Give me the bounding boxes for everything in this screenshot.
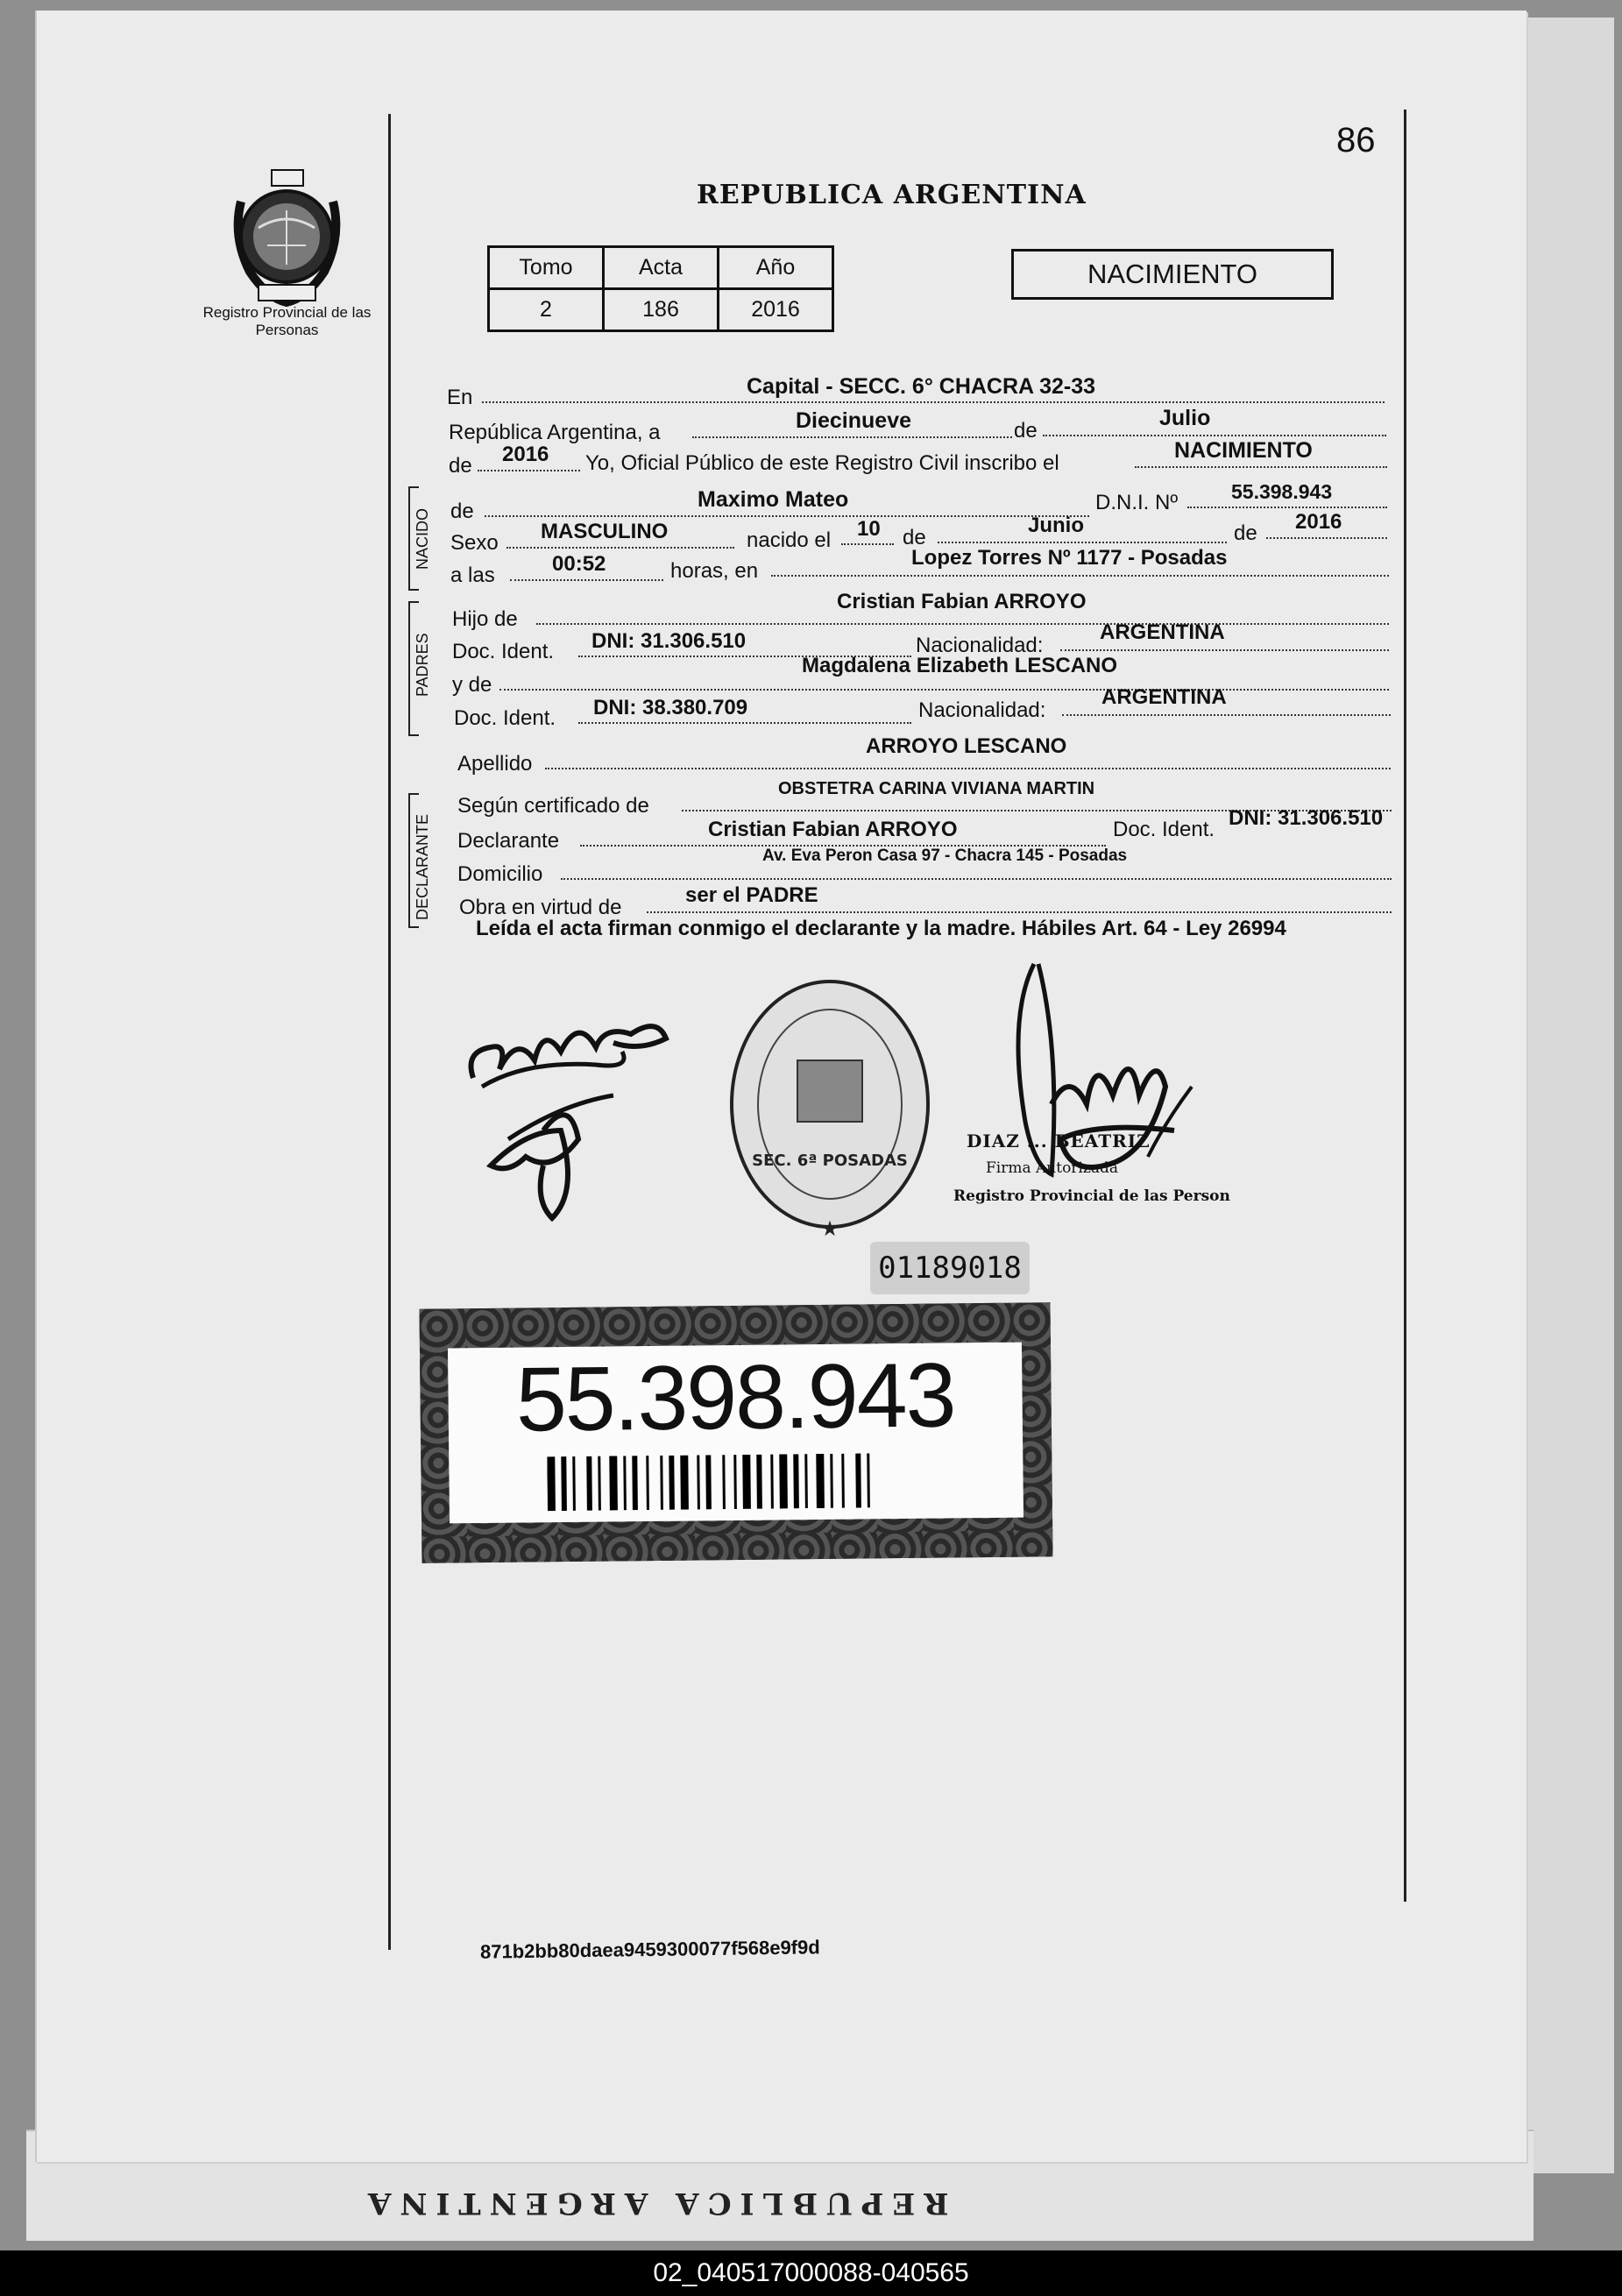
a-las-label: a las (450, 563, 495, 587)
sexo-label: Sexo (450, 531, 499, 555)
barcode-bar (572, 1456, 576, 1511)
declarante-signature (456, 999, 684, 1236)
barcode-bar (586, 1456, 592, 1511)
registry-value-tomo: 2 (489, 289, 604, 331)
month-dots (1043, 435, 1386, 436)
registry-table-header-row (489, 247, 833, 289)
de-label-2: de (903, 526, 926, 549)
republica-label: República Argentina, a (449, 421, 661, 444)
registry-table-value-row (489, 289, 833, 331)
certificate-value: OBSTETRA CARINA VIVIANA MARTIN (778, 779, 1095, 798)
registry-header-tomo: Tomo (489, 247, 604, 289)
registry-table (487, 245, 834, 332)
closing-text: Leída el acta firman conmigo el declarante y la madre. Hábiles Art. 64 - Ley 26994 (476, 917, 1286, 940)
province-logo (223, 167, 351, 307)
dni-label: D.N.I. Nº (1095, 491, 1179, 514)
barcode-bar (632, 1456, 638, 1510)
day-dots (692, 436, 1012, 438)
birth-time-dots (510, 579, 663, 581)
oficial-text: Yo, Oficial Público de este Registro Civil inscribo el (585, 451, 1059, 475)
right-margin-rule (1404, 110, 1406, 1902)
en-dots (482, 401, 1385, 403)
registry-header-acta: Acta (604, 247, 719, 289)
birth-day-dots (841, 543, 894, 545)
father-name: Cristian Fabian ARROYO (837, 590, 1087, 613)
barcode-bar (770, 1455, 774, 1509)
document-hash: 871b2bb80daea9459300077f568e9f9d (479, 1936, 820, 1963)
barcode-icon (547, 1453, 926, 1512)
nacido-side-label: NACIDO (414, 507, 431, 570)
apellido-label: Apellido (457, 752, 533, 776)
sexo-value: MASCULINO (541, 520, 669, 543)
barcode-bar (779, 1454, 788, 1508)
barcode-bar (804, 1454, 808, 1508)
barcode-bar (867, 1453, 870, 1507)
barcode-bar (830, 1454, 833, 1508)
barcode-bar (816, 1454, 825, 1508)
segun-label: Según certificado de (457, 794, 649, 818)
stamp-center-text: SEC. 6ª POSADAS (752, 1152, 908, 1170)
barcode-bar (855, 1454, 861, 1508)
mother-doc-label: Doc. Ident. (454, 706, 556, 730)
barcode-bar (609, 1456, 618, 1510)
father-nationality-dots (1060, 649, 1389, 651)
barcode-bar (742, 1455, 751, 1509)
mother-name: Magdalena Elizabeth LESCANO (802, 654, 1118, 677)
birth-year-dots (1266, 537, 1387, 539)
obra-label: Obra en virtud de (459, 896, 622, 919)
horas-label: horas, en (670, 559, 759, 583)
name-dots (485, 515, 1089, 517)
father-nationality: ARGENTINA (1100, 620, 1225, 644)
birth-place: Lopez Torres Nº 1177 - Posadas (911, 546, 1228, 570)
barcode-bar (680, 1456, 689, 1510)
padres-side-label: PADRES (414, 633, 431, 697)
official-office: Registro Provincial de las Person (953, 1187, 1230, 1205)
year-value: 2016 (502, 443, 549, 466)
serial-number: 01189018 (870, 1242, 1030, 1294)
sexo-dots (506, 547, 734, 549)
sticker-number: 55.398.943 (515, 1344, 955, 1451)
declarante-doc-label: Doc. Ident. (1113, 818, 1215, 841)
barcode-bar (547, 1456, 556, 1511)
act-type-box: NACIMIENTO (1011, 249, 1334, 300)
declarante-label: Declarante (457, 829, 560, 853)
registry-value-acta: 186 (604, 289, 719, 331)
registry-header-ano: Año (719, 247, 833, 289)
left-margin-rule (388, 114, 391, 1950)
birth-time: 00:52 (552, 552, 606, 576)
official-name: DIAZ ... BEATRIZ (967, 1130, 1151, 1152)
en-value: Capital - SECC. 6° CHACRA 32-33 (747, 374, 1096, 399)
father-doc-label: Doc. Ident. (452, 640, 555, 663)
mother-doc-dots (578, 722, 911, 724)
day-word: Diecinueve (796, 408, 912, 433)
barcode-bar (697, 1455, 700, 1509)
apellido-dots (545, 768, 1391, 769)
apellido-value: ARROYO LESCANO (866, 734, 1067, 758)
mother-nationality: ARGENTINA (1101, 685, 1227, 709)
document-title: REPUBLICA ARGENTINA (697, 180, 1087, 210)
barcode-bar (722, 1455, 726, 1509)
barcode-sticker (420, 1302, 1053, 1563)
month-word: Julio (1159, 406, 1211, 430)
declarante-doc: DNI: 31.306.510 (1229, 806, 1384, 830)
sticker-label (448, 1343, 1023, 1524)
birth-day: 10 (857, 517, 881, 541)
barcode-bar (756, 1455, 762, 1509)
mother-nationality-dots (1062, 714, 1391, 716)
year-dots (478, 470, 580, 471)
en-label: En (447, 386, 473, 409)
barcode-bar (598, 1456, 601, 1511)
father-doc: DNI: 31.306.510 (591, 629, 747, 653)
de-label-3: de (1234, 521, 1257, 545)
inscribe-dots (1135, 466, 1387, 468)
footer-id: 02_040517000088-040565 (0, 2250, 1622, 2296)
svg-text:★: ★ (820, 1217, 839, 1241)
hijo-de-label: Hijo de (452, 607, 518, 631)
seal-icon (223, 167, 351, 307)
mother-doc: DNI: 38.380.709 (593, 696, 748, 719)
dni-dots (1187, 507, 1387, 508)
barcode-bar (660, 1456, 663, 1510)
mirrored-back-title-text: REPUBLICA ARGENTINA (359, 2186, 949, 2221)
barcode-bar (646, 1456, 649, 1510)
official-role: Firma Autorizada (986, 1159, 1118, 1177)
barcode-bar (733, 1455, 737, 1509)
birth-place-dots (771, 575, 1389, 577)
year-prefix: de (449, 454, 472, 478)
father-nationality-label: Nacionalidad: (916, 634, 1044, 657)
barcode-bar (561, 1456, 567, 1511)
domicilio-value: Av. Eva Peron Casa 97 - Chacra 145 - Posadas (762, 847, 1128, 865)
name-label: de (450, 500, 474, 523)
birth-month: Junio (1028, 514, 1084, 537)
barcode-bar (793, 1454, 799, 1508)
mother-nationality-label: Nacionalidad: (918, 698, 1046, 722)
inscribe-value: NACIMIENTO (1174, 438, 1313, 463)
declarante-side-label: DECLARANTE (414, 813, 431, 920)
obra-value: ser el PADRE (685, 883, 818, 907)
name-value: Maximo Mateo (698, 487, 849, 512)
barcode-bar (705, 1455, 712, 1509)
registry-stamp (726, 973, 934, 1251)
mother-name-dots (499, 689, 1389, 691)
page-number: 86 (1336, 121, 1376, 159)
mirrored-back-title (96, 2182, 1236, 2226)
birth-month-dots (938, 542, 1227, 543)
barcode-bar (841, 1454, 845, 1508)
domicilio-label: Domicilio (457, 862, 543, 886)
nacido-el-label: nacido el (747, 528, 832, 552)
barcode-bar (623, 1456, 627, 1510)
de-label: de (1014, 419, 1038, 443)
registry-value-ano: 2016 (719, 289, 833, 331)
dni-value: 55.398.943 (1231, 480, 1333, 503)
father-name-dots (536, 623, 1389, 625)
birth-year: 2016 (1295, 510, 1342, 534)
barcode-bar (669, 1456, 675, 1510)
y-de-label: y de (452, 673, 492, 697)
logo-caption: Registro Provincial de las Personas (202, 304, 372, 338)
domicilio-dots (561, 878, 1392, 880)
declarante-value: Cristian Fabian ARROYO (708, 818, 958, 841)
